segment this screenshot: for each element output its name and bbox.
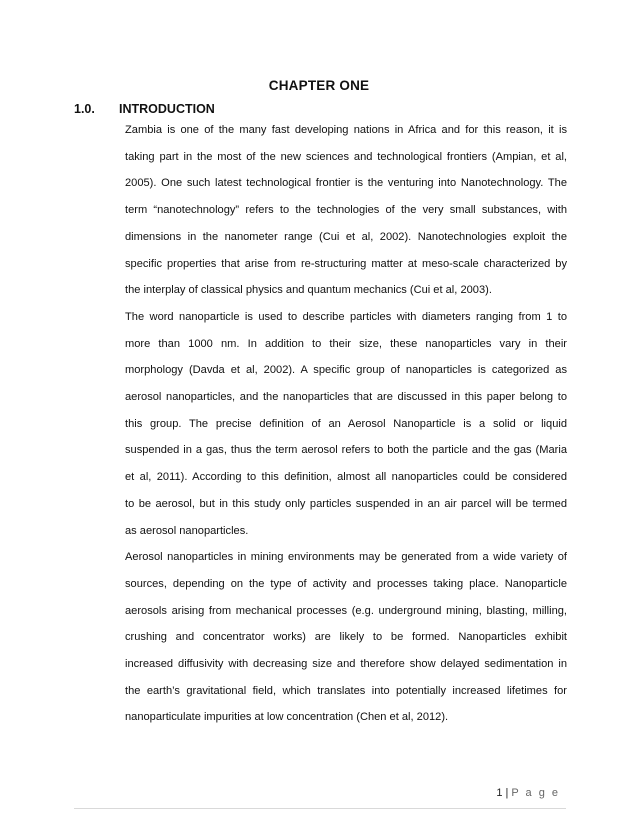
section-heading <box>74 102 215 116</box>
text-line: to be aerosol, but in this study only particles suspended in an air parcel will be termed <box>125 497 567 510</box>
page-number: 1 <box>496 787 503 799</box>
text-line: The word nanoparticle is used to describe particles with diameters ranging from 1 to <box>125 310 567 323</box>
chapter-title: CHAPTER ONE <box>268 78 370 93</box>
text-line: more than 1000 nm. In addition to their size, these nanoparticles vary in their <box>125 337 567 350</box>
text-line: Zambia is one of the many fast developing nations in Africa and for this reason, it is <box>125 124 567 136</box>
text-line: increased diffusivity with decreasing size and therefore show delayed sedimentation in <box>125 658 567 671</box>
paragraph-1 <box>125 117 567 304</box>
page-label: P a g e <box>511 787 560 799</box>
text-line: aerosols arising from mechanical processes (e.g. underground mining, blasting, milling, <box>125 604 567 617</box>
text-line: the earth’s gravitational field, which translates into potentially increased lifetimes for <box>125 684 567 697</box>
footer-divider <box>74 808 566 809</box>
page-footer <box>496 787 560 799</box>
paragraph-3 <box>125 544 567 731</box>
text-line: et al, 2011). According to this definition, almost all nanoparticles could be considered <box>125 471 567 484</box>
text-line: this group. The precise definition of an Aerosol Nanoparticle is a solid or liquid <box>125 417 567 430</box>
section-number: 1.0. <box>74 102 95 116</box>
text-line: Aerosol nanoparticles in mining environments may be generated from a wide variety of <box>125 551 567 564</box>
text-line: as aerosol nanoparticles. <box>125 524 249 537</box>
text-line: 2005). One such latest technological frontier is the venturing into Nanotechnology. The <box>125 177 567 190</box>
text-line: sources, depending on the type of activity and processes taking place. Nanoparticle <box>125 577 567 590</box>
paragraph-2 <box>125 304 567 544</box>
body-text <box>125 117 567 731</box>
text-line: nanoparticulate impurities at low concentration (Chen et al, 2012). <box>125 711 449 724</box>
text-line: aerosol nanoparticles, and the nanoparticles that are discussed in this paper belong to <box>125 391 567 404</box>
text-line: specific properties that arise from re-structuring matter at meso-scale characterized by <box>125 257 567 270</box>
text-line: crushing and concentrator works) are likely to be formed. Nanoparticles exhibit <box>125 631 567 644</box>
text-line: the interplay of classical physics and quantum mechanics (Cui et al, 2003). <box>125 284 492 297</box>
text-line: suspended in a gas, thus the term aerosol refers to both the particle and the gas (Maria <box>125 444 567 457</box>
text-line: taking part in the most of the new sciences and technological frontiers (Ampian, et al, <box>125 150 567 163</box>
text-line: term “nanotechnology” refers to the technologies of the very small substances, with <box>125 204 567 217</box>
text-line: morphology (Davda et al, 2002). A specific group of nanoparticles is categorized as <box>125 364 567 377</box>
footer-separator: | <box>505 787 509 799</box>
section-title: INTRODUCTION <box>119 102 215 116</box>
text-line: dimensions in the nanometer range (Cui et al, 2002). Nanotechnologies exploit the <box>125 230 567 243</box>
